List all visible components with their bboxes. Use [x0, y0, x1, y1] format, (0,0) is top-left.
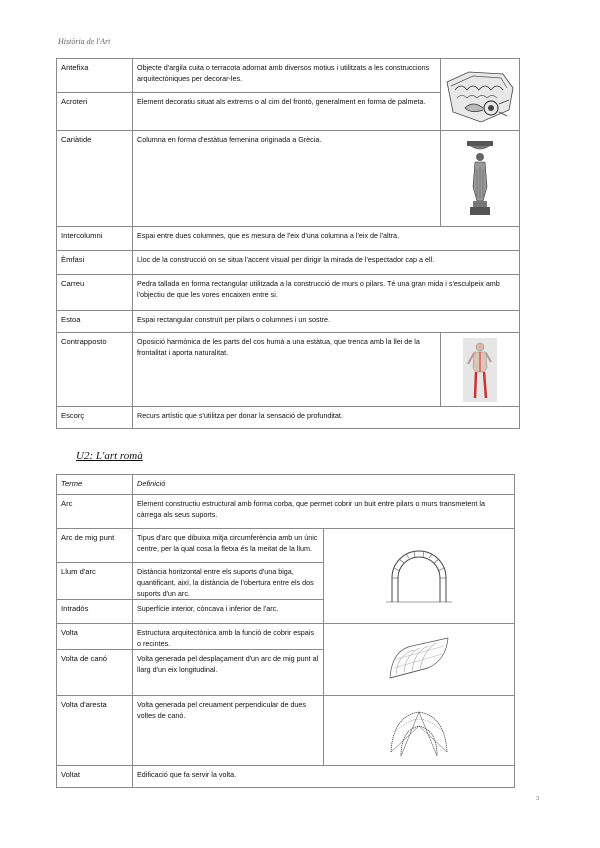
- definition-cell: Objecte d'argila cuita o terracota adornat amb diversos motius i utilitzats a les construccions arquitectòniques per decorar-les.: [133, 59, 441, 93]
- arch-image-cell: [324, 529, 515, 624]
- table-header-row: [57, 475, 515, 495]
- semicircular-arch-illustration: [384, 546, 454, 606]
- term-cell: Acroteri: [57, 93, 133, 131]
- definition-cell: Columna en forma d'estàtua femenina originada a Grècia.: [133, 131, 441, 227]
- header-definition: Definició: [133, 475, 515, 495]
- table-row: [57, 275, 520, 311]
- term-cell: Intercolumni: [57, 227, 133, 251]
- header-term: Terme: [57, 475, 133, 495]
- term-cell: Arc: [57, 495, 133, 529]
- barrel-vault-image-cell: [324, 624, 515, 696]
- term-cell: Arc de mig punt: [57, 529, 133, 563]
- groin-vault-image-cell: [324, 696, 515, 766]
- definition-cell: Tipus d'arc que dibuixa mitja circumferència amb un únic centre, per la qual cosa la fletxa és la meitat de la llum.: [133, 529, 324, 563]
- definition-cell: Estructura arquitectònica amb la funció de cobrir espais o recintes.: [133, 624, 324, 650]
- contrapposto-image-cell: [441, 333, 520, 407]
- term-cell: Escorç: [57, 407, 133, 429]
- table-row: [57, 59, 520, 93]
- caryatid-image-cell: [441, 131, 520, 227]
- antefix-image-cell: [441, 59, 520, 131]
- antefix-acroterion-illustration: [443, 64, 517, 126]
- table-row: [57, 766, 515, 788]
- contrapposto-statue-illustration: [463, 338, 497, 402]
- definition-cell: Lloc de la construcció on se situa l'accent visual per dirigir la mirada de l'espectador cap a ell.: [133, 251, 520, 275]
- table-row: [57, 311, 520, 333]
- term-cell: Volta de canó: [57, 650, 133, 696]
- table-row: [57, 624, 515, 650]
- table-row: [57, 529, 515, 563]
- glossary-table-greek: [56, 58, 520, 429]
- table-row: [57, 696, 515, 766]
- table-row: [57, 407, 520, 429]
- definition-cell: Espai rectangular construït per pilars o columnes i un sostre.: [133, 311, 520, 333]
- term-cell: Voltat: [57, 766, 133, 788]
- groin-vault-illustration: [387, 702, 451, 760]
- term-cell: Volta: [57, 624, 133, 650]
- table-row: [57, 251, 520, 275]
- definition-cell: Pedra tallada en forma rectangular utilitzada a la construcció de murs o pilars. Té una gran mida i s'esculpeix amb l'objectiu de que les vores encaixen entre si.: [133, 275, 520, 311]
- table-row: [57, 495, 515, 529]
- term-cell: Estoa: [57, 311, 133, 333]
- running-header: Història de l'Art: [58, 37, 111, 46]
- caryatid-illustration: [465, 139, 495, 219]
- term-cell: Carreu: [57, 275, 133, 311]
- definition-cell: Element constructiu estructural amb forma corba, que permet cobrir un buit entre pilars o murs transmetent la càrrega als seus suports.: [133, 495, 515, 529]
- definition-cell: Superfície interior, còncava i inferior de l'arc.: [133, 600, 324, 624]
- page-number: 3: [536, 796, 539, 802]
- term-cell: Intradós: [57, 600, 133, 624]
- term-cell: Llum d'arc: [57, 563, 133, 600]
- term-cell: Èmfasi: [57, 251, 133, 275]
- definition-cell: Volta generada pel creuament perpendicular de dues voltes de canó.: [133, 696, 324, 766]
- definition-cell: Edificació que fa servir la volta.: [133, 766, 515, 788]
- term-cell: Antefixa: [57, 59, 133, 93]
- definition-cell: Espai entre dues columnes, que es mesura de l'eix d'una columna a l'eix de l'altra.: [133, 227, 520, 251]
- barrel-vault-illustration: [384, 634, 454, 686]
- term-cell: Cariàtide: [57, 131, 133, 227]
- table-row: [57, 333, 520, 407]
- table-row: [57, 227, 520, 251]
- table-row: [57, 131, 520, 227]
- glossary-table-roman: [56, 474, 515, 788]
- term-cell: Contrapposto: [57, 333, 133, 407]
- definition-cell: Element decoratiu situat als extrems o al cim del frontó, generalment en forma de palmeta.: [133, 93, 441, 131]
- term-cell: Volta d'aresta: [57, 696, 133, 766]
- definition-cell: Volta generada pel desplaçament d'un arc de mig punt al llarg d'un eix longitudinal.: [133, 650, 324, 696]
- section-title-roman-art: U2: L'art romà: [76, 450, 143, 462]
- definition-cell: Distància horitzontal entre els suports d'una biga, quantificant, així, la distància de l'obertura entre els dos suports d'un arc.: [133, 563, 324, 600]
- definition-cell: Oposició harmònica de les parts del cos humà a una estàtua, que trenca amb la llei de la frontalitat i aporta naturalitat.: [133, 333, 441, 407]
- definition-cell: Recurs artístic que s'utilitza per donar la sensació de profunditat.: [133, 407, 520, 429]
